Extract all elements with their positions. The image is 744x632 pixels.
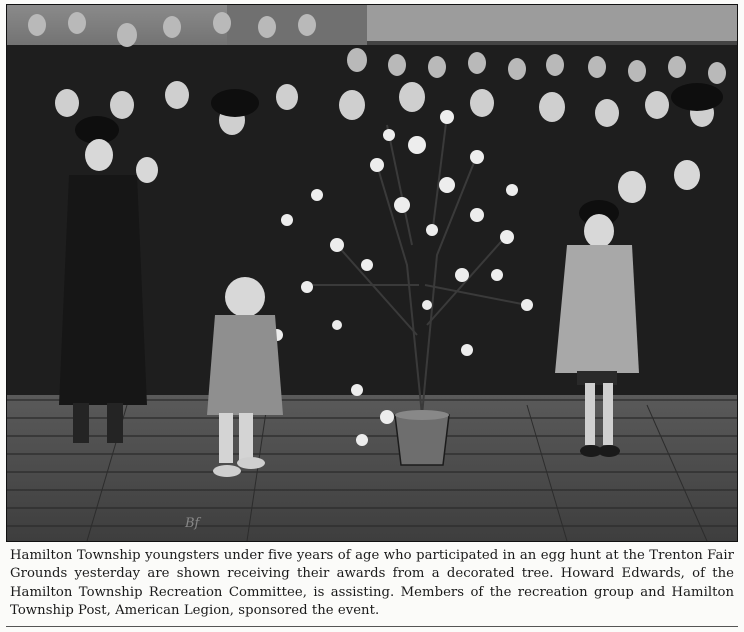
bottom-rule: [6, 626, 738, 627]
photo-illustration: [7, 5, 737, 541]
svg-text:Bf: Bf: [185, 516, 200, 531]
photograph: [6, 4, 738, 542]
photo-caption: Hamilton Township youngsters under five years of age who participated in an egg hunt at the Trenton Fair Grounds yesterday are shown receiving their awards from a decorated tree. Howard Edwards, of the Hamilton Township Recreation Committee, is assisting. Members of the recreation group and Hamilton Township Post, American Legion, sponsored the event.: [10, 548, 734, 619]
